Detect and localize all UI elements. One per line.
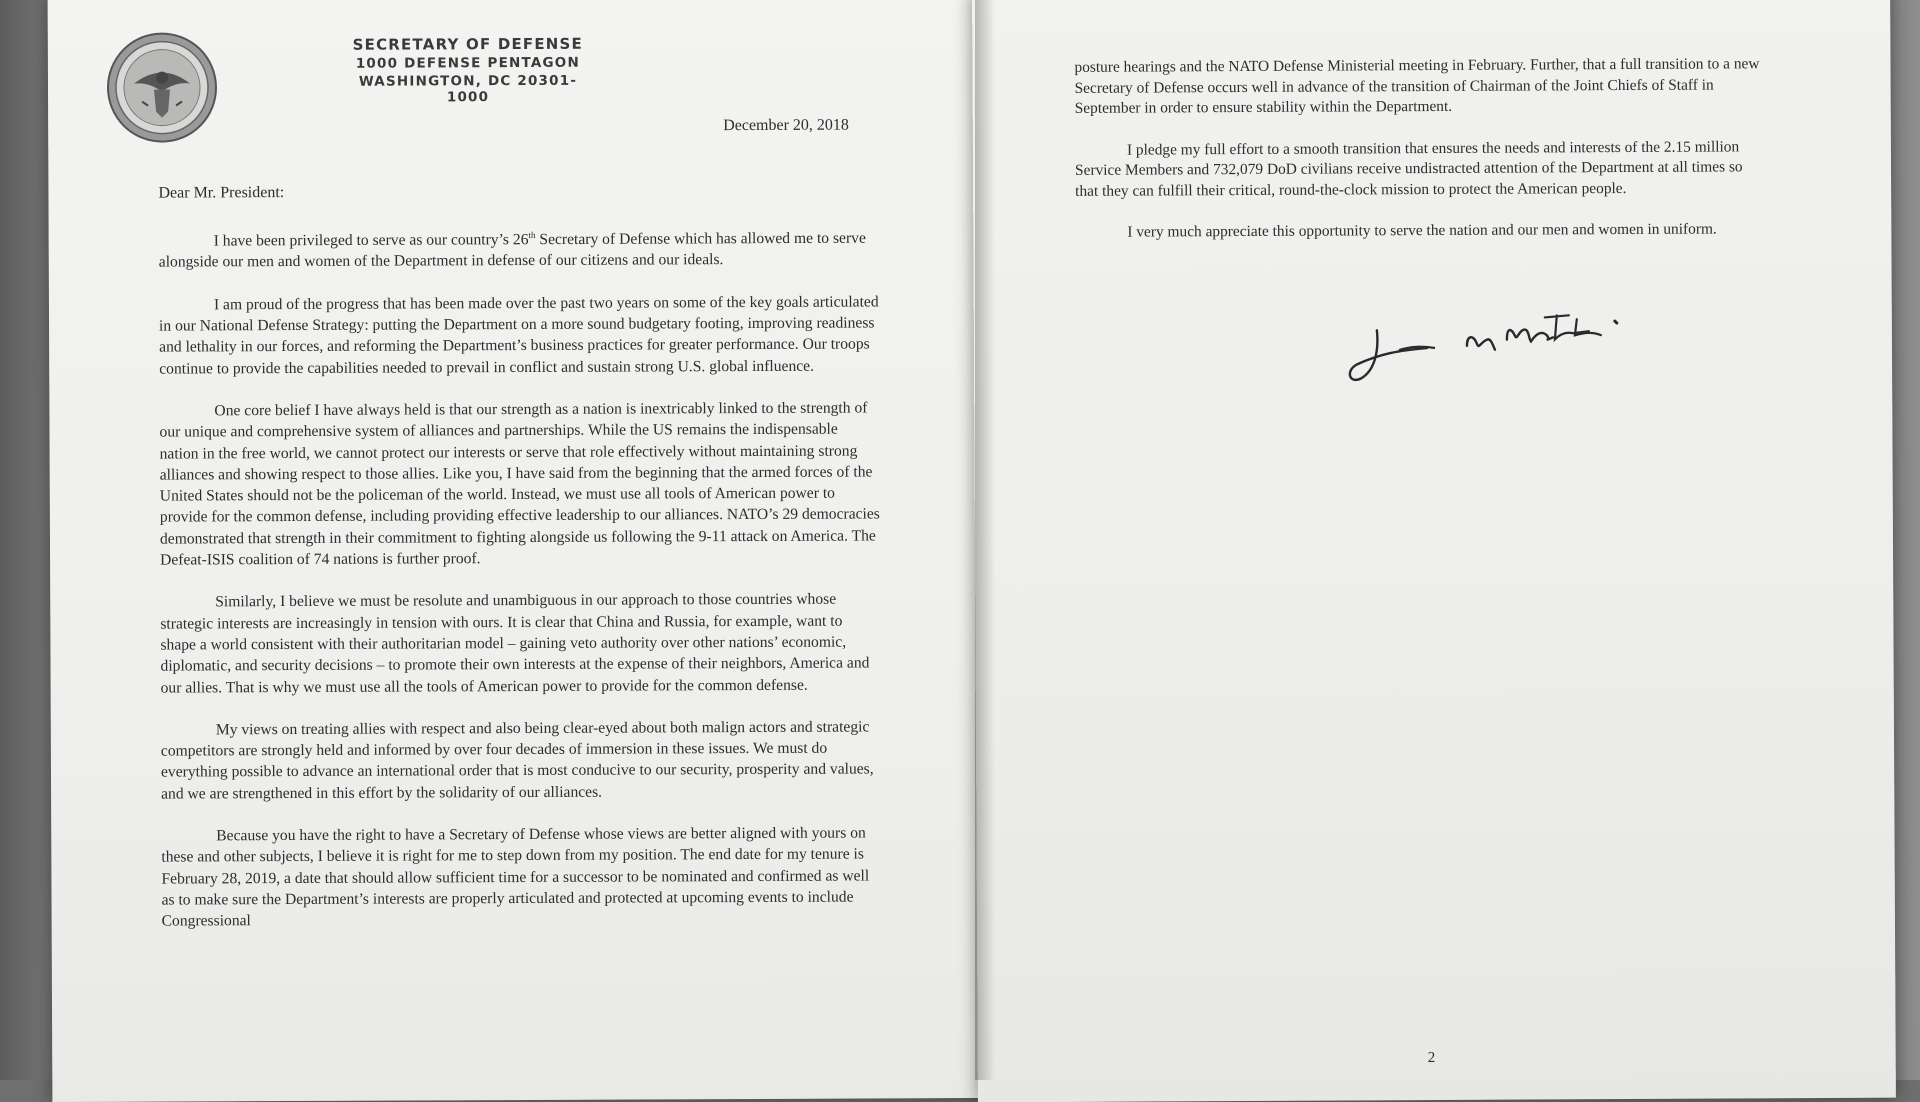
letter-page-1 bbox=[48, 0, 998, 1102]
paragraph-1: I have been privileged to serve as our country’s 26th Secretary of Defense which has allowed me to serve alongside our men and women of the Department in defense of our citizens and our ideals. bbox=[158, 229, 866, 272]
paragraph-2: I am proud of the progress that has been made over the past two years on some of the key goals articulated in our National Defense Strategy: putting the Department on a more sound budgetary footing, improving readiness and lethality in our forces, and reforming the Department’s business practices for greater performance. Our troops continue to provide the capabilities needed to prevail in conflict and sustain strong U.S. global influence. bbox=[159, 293, 879, 378]
paragraph-5: My views on treating allies with respect and also being clear-eyed about both malign actors and strategic competitors are strongly held and informed by over four decades of immersion in these issues. We must do everything possible to advance an international order that is most conducive to our security, prosperity and values, and we are strengthened in this effort by the solidarity of our alliances. bbox=[160, 718, 874, 803]
letter-greeting: Dear Mr. President: bbox=[158, 184, 285, 202]
department-of-defense-seal-icon bbox=[106, 31, 218, 143]
handwritten-signature bbox=[1339, 309, 1659, 391]
paragraph-3: One core belief I have always held is that our strength as a nation is inextricably linked to the strength of our unique and comprehensive system of alliances and partnerships. While the US remains the indispensable nation in the free world, we cannot protect our interests or serve that role effectively without maintaining strong alliances and showing respect to those allies. Like you, I have said from the beginning that the armed forces of the United States should not be the policeman of the world. Instead, we must use all tools of American power to provide for the common defense, including providing effective leadership to our alliances. NATO’s 29 democracies demonstrated that strength in their commitment to fighting alongside us following the 9-11 attack on America. The Defeat-ISIS coalition of 74 nations is further proof. bbox=[159, 399, 880, 569]
letterhead-address-line-1: 1000 DEFENSE PENTAGON bbox=[355, 54, 581, 72]
letter-date: December 20, 2018 bbox=[723, 116, 849, 135]
paragraph-4: Similarly, I believe we must be resolute and unambiguous in our approach to those countries whose strategic interests are increasingly in tension with ours. It is clear that China and Russia, for example, want to shape a world consistent with their authoritarian model – gaining veto authority over other nations’ economic, diplomatic, and security decisions – to promote their own interests at the expense of their neighbors, America and our allies. That is why we must use all the tools of American power to provide for the common defense. bbox=[160, 590, 870, 697]
letterhead-address-line-2: WASHINGTON, DC 20301-1000 bbox=[358, 72, 578, 106]
letter-body-page-1 bbox=[159, 223, 882, 953]
letter-body-page-2 bbox=[1074, 54, 1765, 264]
page-number: 2 bbox=[1427, 1050, 1436, 1067]
paragraph-pledge: I pledge my full effort to a smooth transition that ensures the needs and interests of the 2.15 million Service Members and 732,079 DoD civilians receive undistracted attention of the Department at all times so that they can fulfill their critical, round-the-clock mission to protect the American people. bbox=[1074, 137, 1743, 200]
paragraph-6: Because you have the right to have a Secretary of Defense whose views are better aligned with yours on these and other subjects, I believe it is right for me to step down from my position. The end date for my tenure is February 28, 2019, a date that should allow sufficient time for a successor to be nominated and confirmed as well as to make sure the Department’s interests are properly articulated and protected at upcoming events to include Congressional bbox=[161, 824, 870, 930]
paragraph-closing: I very much appreciate this opportunity to serve the nation and our men and women in uniform. bbox=[1127, 220, 1717, 241]
paragraph-continued: posture hearings and the NATO Defense Ministerial meeting in February. Further, that a full transition to a new Secretary of Defense occurs well in advance of the transition of Chairman of the Joint Chiefs of Staff in September in order to ensure stability within the Department. bbox=[1074, 55, 1760, 117]
letterhead-title: SECRETARY OF DEFENSE bbox=[352, 34, 584, 54]
letterhead bbox=[338, 35, 598, 106]
page-gutter-shadow bbox=[975, 0, 995, 1080]
letter-page-2 bbox=[972, 0, 1896, 1102]
